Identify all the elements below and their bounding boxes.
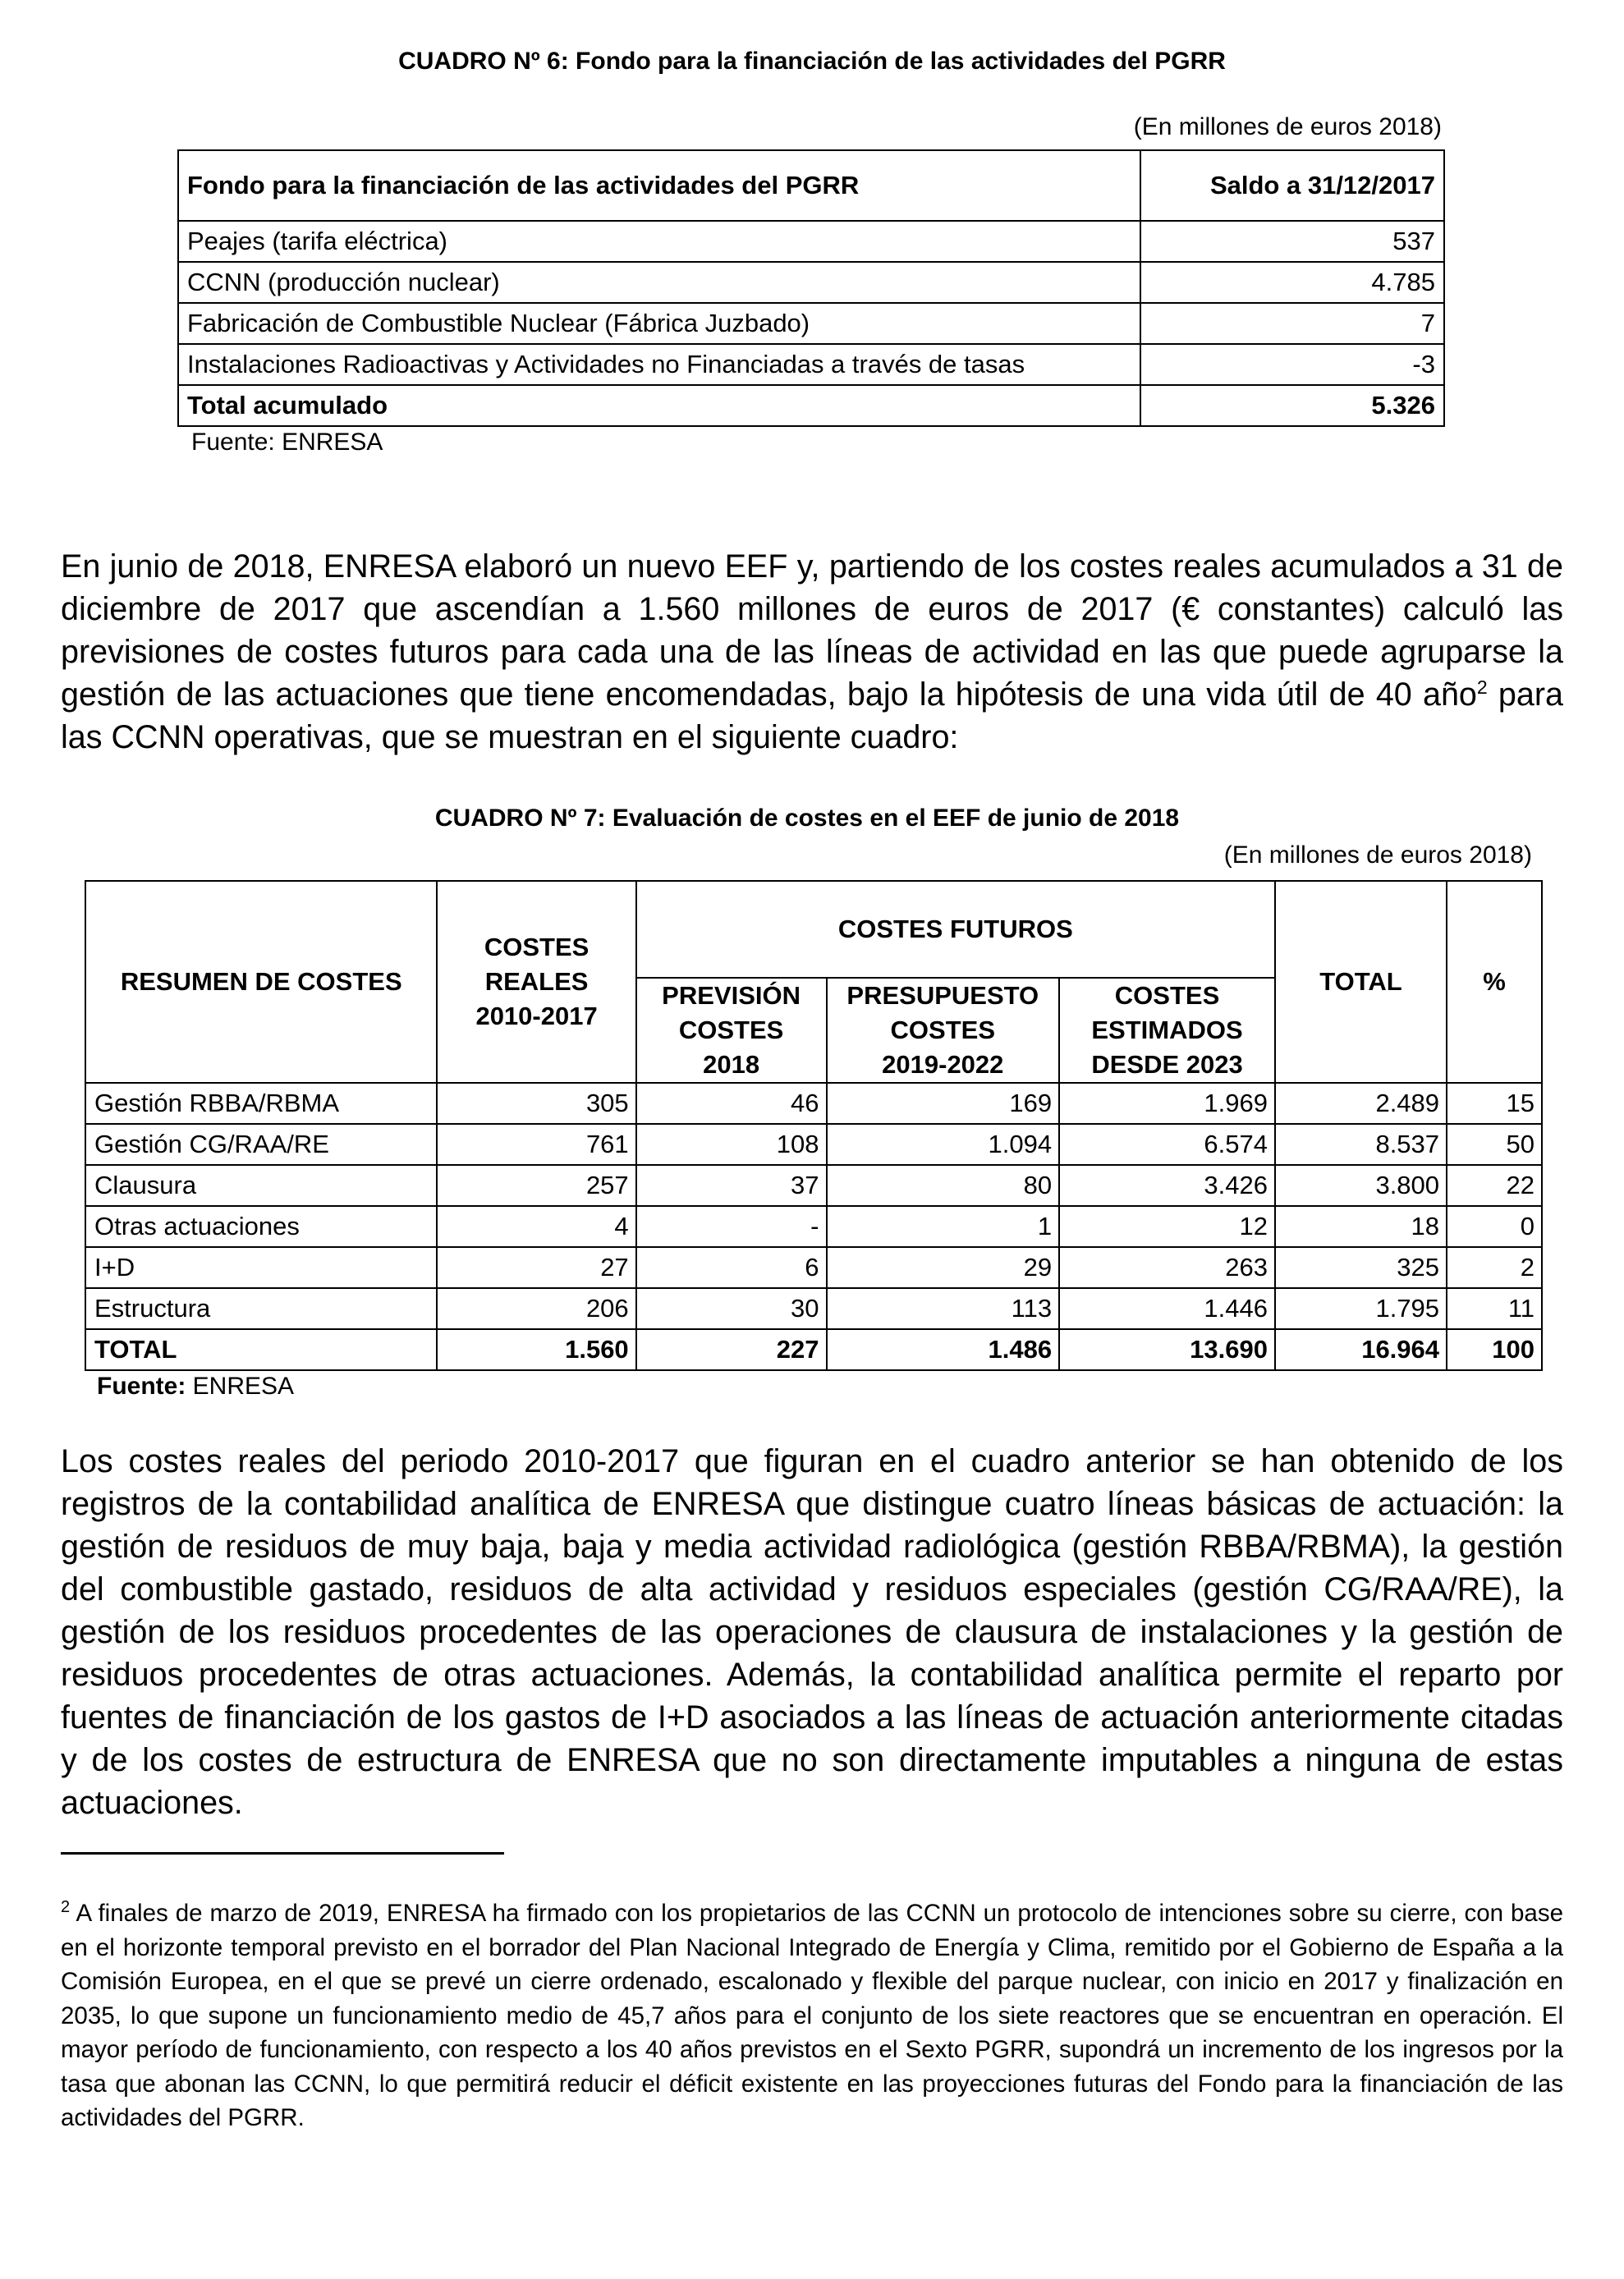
cuadro6-table [177, 149, 1445, 427]
table-row [178, 303, 1444, 344]
footnote-text: A finales de marzo de 2019, ENRESA ha firmado con los propietarios de las CCNN un protocolo de intenciones sobre su cierre, con base en el horizonte temporal previsto en el borrador del Plan Nacional Integrado de Energía y Clima, remitido por el Gobierno de España a la Comisión Europea, en el que se prevé un cierre ordenado, escalonado y flexible del parque nuclear, con inicio en 2017 y finalización en 2035, lo que supone un funcionamiento medio de 45,7 años para el conjunto de los siete reactores que se encuentran en operación. El mayor período de funcionamiento, con respecto a los 40 años previstos en el Sexto PGRR, supondrá un incremento de los ingresos por la tasa que abonan las CCNN, lo que permitirá reducir el déficit existente en las proyecciones futuras del Fondo para la financiación de las actividades del PGRR. [61, 1900, 1563, 2131]
cell-total: 18 [1275, 1206, 1447, 1247]
table-header-row [178, 150, 1444, 221]
table-row [85, 1083, 1542, 1124]
cuadro7-units: (En millones de euros 2018) [1223, 841, 1532, 869]
cuadro6-units: (En millones de euros 2018) [1133, 113, 1442, 140]
cell-pct: 0 [1447, 1206, 1542, 1247]
cell-presupuesto: 80 [827, 1165, 1060, 1206]
cell-presupuesto: 169 [827, 1083, 1060, 1124]
cuadro6-title: CUADRO Nº 6: Fondo para la financiación de las actividades del PGRR [398, 48, 1226, 75]
cell-prevision: 227 [636, 1329, 827, 1370]
header-presupuesto: PRESUPUESTO COSTES 2019-2022 [827, 978, 1060, 1083]
cell-estimados: 3.426 [1059, 1165, 1275, 1206]
cell-prevision: 6 [636, 1247, 827, 1288]
cell-pct: 11 [1447, 1288, 1542, 1329]
cell-reales: 206 [437, 1288, 635, 1329]
table-row [85, 1288, 1542, 1329]
header-total: TOTAL [1275, 881, 1447, 1083]
header-costes-futuros: COSTES FUTUROS [636, 881, 1275, 978]
row-label: Gestión RBBA/RBMA [85, 1083, 437, 1124]
cell-total: 325 [1275, 1247, 1447, 1288]
cell-estimados: 1.969 [1059, 1083, 1275, 1124]
table-row [85, 1165, 1542, 1206]
header-estimados: COSTES ESTIMADOS DESDE 2023 [1059, 978, 1275, 1083]
row-label: TOTAL [85, 1329, 437, 1370]
row-label: Peajes (tarifa eléctrica) [178, 221, 1140, 262]
row-label: Clausura [85, 1165, 437, 1206]
table-row [85, 1124, 1542, 1165]
header-resumen: RESUMEN DE COSTES [85, 881, 437, 1083]
paragraph-1 [61, 545, 1563, 759]
header-prevision: PREVISIÓN COSTES 2018 [636, 978, 827, 1083]
footnote-number: 2 [61, 1898, 71, 1917]
header-pct: % [1447, 881, 1542, 1083]
cell-pct: 50 [1447, 1124, 1542, 1165]
footnote [61, 1896, 1563, 2135]
cell-prevision: 46 [636, 1083, 827, 1124]
cell-pct: 15 [1447, 1083, 1542, 1124]
cell-pct: 2 [1447, 1247, 1542, 1288]
source-value: ENRESA [186, 1373, 295, 1400]
table-row [85, 1247, 1542, 1288]
row-label: Gestión CG/RAA/RE [85, 1124, 437, 1165]
cell-presupuesto: 113 [827, 1288, 1060, 1329]
row-value: 537 [1140, 221, 1444, 262]
cell-reales: 257 [437, 1165, 635, 1206]
paragraph-text: para las CCNN operativas, que se muestran en el siguiente cuadro: [61, 676, 1563, 755]
cell-estimados: 6.574 [1059, 1124, 1275, 1165]
table-row [178, 221, 1444, 262]
cell-presupuesto: 29 [827, 1247, 1060, 1288]
row-label: Instalaciones Radioactivas y Actividades no Financiadas a través de tasas [178, 344, 1140, 385]
cuadro7-table [85, 880, 1543, 1371]
cell-pct: 100 [1447, 1329, 1542, 1370]
cell-total: 16.964 [1275, 1329, 1447, 1370]
row-label: Fabricación de Combustible Nuclear (Fábrica Juzbado) [178, 303, 1140, 344]
column-header: Saldo a 31/12/2017 [1140, 150, 1444, 221]
column-header: Fondo para la financiación de las actividades del PGRR [178, 150, 1140, 221]
row-value: 5.326 [1140, 385, 1444, 426]
cell-reales: 305 [437, 1083, 635, 1124]
footnote-separator [61, 1852, 504, 1855]
cell-presupuesto: 1 [827, 1206, 1060, 1247]
footnote-ref[interactable]: 2 [1476, 676, 1488, 698]
header-costes-reales: COSTES REALES 2010-2017 [437, 881, 635, 1083]
row-value: 7 [1140, 303, 1444, 344]
cell-prevision: 37 [636, 1165, 827, 1206]
cell-total: 1.795 [1275, 1288, 1447, 1329]
total-row [85, 1329, 1542, 1370]
cell-estimados: 12 [1059, 1206, 1275, 1247]
cell-reales: 4 [437, 1206, 635, 1247]
cell-presupuesto: 1.486 [827, 1329, 1060, 1370]
table-row [178, 344, 1444, 385]
cell-pct: 22 [1447, 1165, 1542, 1206]
row-value: -3 [1140, 344, 1444, 385]
table-row [178, 262, 1444, 303]
cell-prevision: 30 [636, 1288, 827, 1329]
cell-reales: 1.560 [437, 1329, 635, 1370]
cell-estimados: 13.690 [1059, 1329, 1275, 1370]
cell-presupuesto: 1.094 [827, 1124, 1060, 1165]
cell-reales: 27 [437, 1247, 635, 1288]
cell-total: 2.489 [1275, 1083, 1447, 1124]
row-label: CCNN (producción nuclear) [178, 262, 1140, 303]
cell-prevision: 108 [636, 1124, 827, 1165]
source-label: Fuente: [97, 1373, 186, 1400]
table-row [85, 1206, 1542, 1247]
paragraph-2: Los costes reales del periodo 2010-2017 que figuran en el cuadro anterior se han obtenido de los registros de la contabilidad analítica de ENRESA que distingue cuatro líneas básicas de actuación: la gestión de residuos de muy baja, baja y media actividad radiológica (gestión RBBA/RBMA), la gestión del combustible gastado, residuos de alta actividad y residuos especiales (gestión CG/RAA/RE), la gestión de los residuos procedentes de las operaciones de clausura de instalaciones y la gestión de residuos procedentes de otras actuaciones. Además, la contabilidad analítica permite el reparto por fuentes de financiación de los gastos de I+D asociados a las líneas de actuación anteriormente citadas y de los costes de estructura de ENRESA que no son directamente imputables a ninguna de estas actuaciones. [61, 1443, 1563, 1821]
cell-estimados: 263 [1059, 1247, 1275, 1288]
row-label: Otras actuaciones [85, 1206, 437, 1247]
cuadro7-title: CUADRO Nº 7: Evaluación de costes en el EEF de junio de 2018 [434, 805, 1180, 832]
row-label: I+D [85, 1247, 437, 1288]
total-row [178, 385, 1444, 426]
cell-estimados: 1.446 [1059, 1288, 1275, 1329]
paragraph-text: En junio de 2018, ENRESA elaboró un nuevo EEF y, partiendo de los costes reales acumulados a 31 de diciembre de 2017 que ascendían a 1.560 millones de euros de 2017 (€ constantes) calculó las previsiones de costes futuros para cada una de las líneas de actividad en las que puede agruparse la gestión de las actuaciones que tiene encomendadas, bajo la hipótesis de una vida útil de 40 año [61, 548, 1563, 713]
row-label: Total acumulado [178, 385, 1140, 426]
table-header-row [85, 881, 1542, 978]
cell-reales: 761 [437, 1124, 635, 1165]
cell-total: 8.537 [1275, 1124, 1447, 1165]
cell-total: 3.800 [1275, 1165, 1447, 1206]
cuadro6-source: Fuente: ENRESA [191, 429, 383, 456]
row-label: Estructura [85, 1288, 437, 1329]
cuadro7-source [97, 1373, 294, 1401]
cell-prevision: - [636, 1206, 827, 1247]
row-value: 4.785 [1140, 262, 1444, 303]
